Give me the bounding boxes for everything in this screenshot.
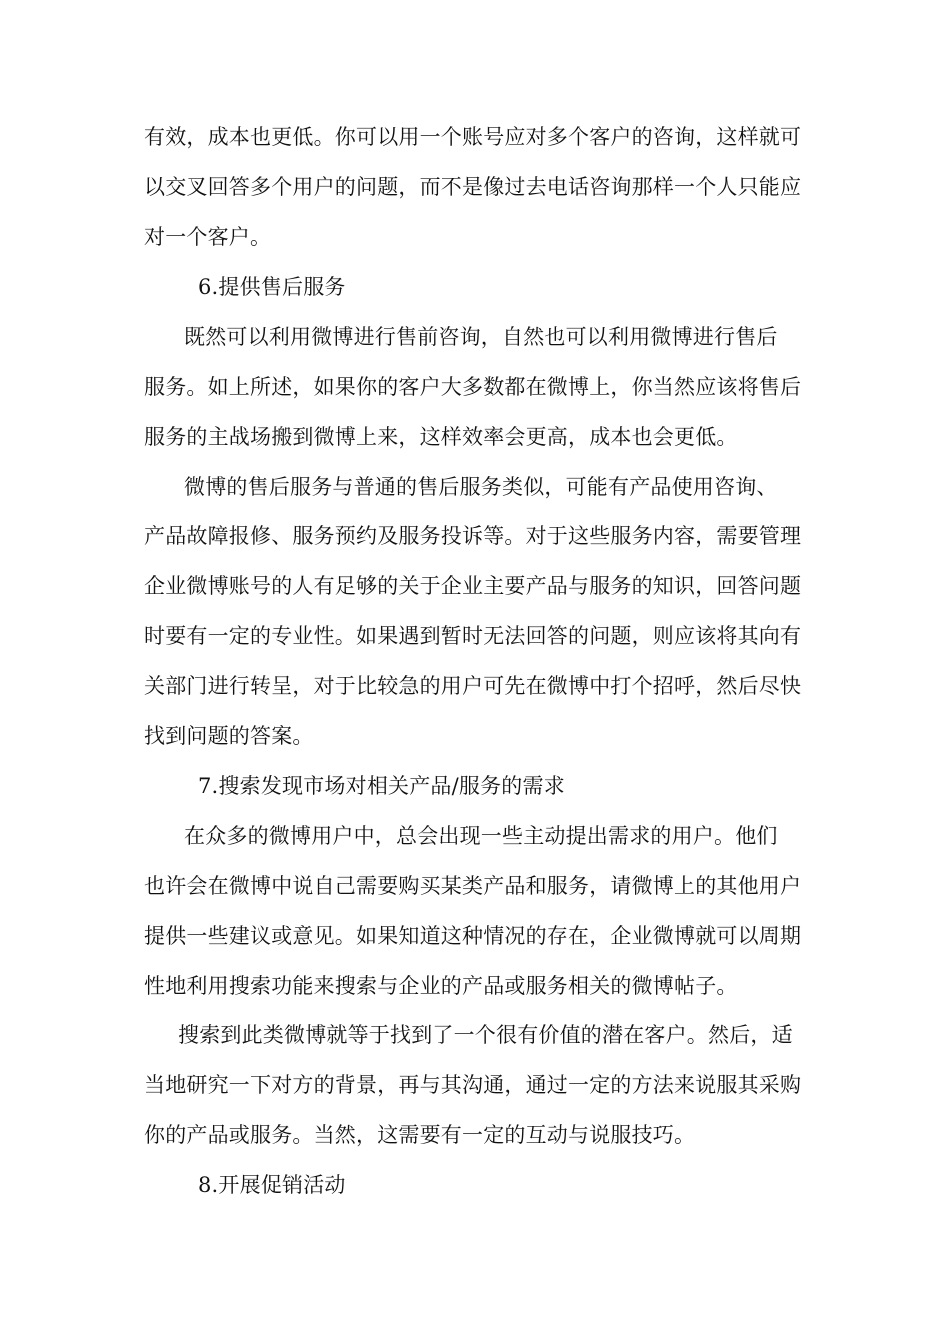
section-heading: 7.搜索发现市场对相关产品/服务的需求	[198, 774, 565, 798]
paragraph-line: 性地利用搜索功能来搜索与企业的产品或服务相关的微博帖子。	[144, 974, 738, 998]
paragraph-line: 当地研究一下对方的背景，再与其沟通，通过一定的方法来说服其采购	[144, 1073, 802, 1097]
paragraph-line: 既然可以利用微博进行售前咨询，自然也可以利用微博进行售后	[184, 325, 778, 349]
paragraph-line: 企业微博账号的人有足够的关于企业主要产品与服务的知识，回答问题	[144, 574, 802, 598]
paragraph-line: 以交叉回答多个用户的问题，而不是像过去电话咨询那样一个人只能应	[144, 175, 802, 199]
paragraph-line: 微博的售后服务与普通的售后服务类似，可能有产品使用咨询、	[184, 475, 778, 499]
paragraph-line: 产品故障报修、服务预约及服务投诉等。对于这些服务内容，需要管理	[144, 524, 802, 548]
section-heading: 8.开展促销活动	[198, 1173, 346, 1197]
paragraph-line: 关部门进行转呈，对于比较急的用户可先在微博中打个招呼，然后尽快	[144, 674, 802, 698]
paragraph-line: 你的产品或服务。当然，这需要有一定的互动与说服技巧。	[144, 1123, 696, 1147]
paragraph-line: 搜索到此类微博就等于找到了一个很有价值的潜在客户。然后，适	[178, 1023, 793, 1047]
section-heading: 6.提供售后服务	[198, 275, 346, 299]
paragraph-line: 提供一些建议或意见。如果知道这种情况的存在，企业微博就可以周期	[144, 924, 802, 948]
paragraph-line: 对一个客户。	[144, 225, 272, 249]
paragraph-line: 也许会在微博中说自己需要购买某类产品和服务，请微博上的其他用户	[144, 874, 802, 898]
paragraph-line: 找到问题的答案。	[144, 724, 314, 748]
paragraph-line: 在众多的微博用户中，总会出现一些主动提出需求的用户。他们	[184, 824, 778, 848]
paragraph-line: 服务的主战场搬到微博上来，这样效率会更高，成本也会更低。	[144, 425, 738, 449]
paragraph-line: 有效，成本也更低。你可以用一个账号应对多个客户的咨询，这样就可	[144, 125, 802, 149]
paragraph-line: 时要有一定的专业性。如果遇到暂时无法回答的问题，则应该将其向有	[144, 624, 802, 648]
paragraph-line: 服务。如上所述，如果你的客户大多数都在微博上，你当然应该将售后	[144, 375, 802, 399]
